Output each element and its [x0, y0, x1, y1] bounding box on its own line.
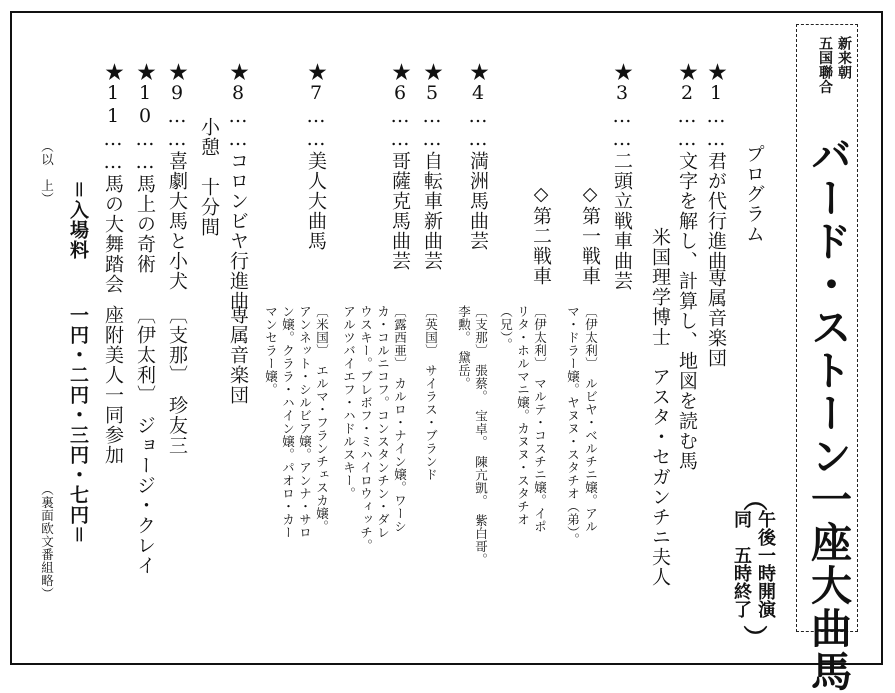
- performer-line: 〔支那〕 張蔡。 宝卓。 陳亢凱。 紫白哥。: [473, 305, 489, 566]
- program-item-10-note: 〔伊太利〕 ジョージ・クレイ: [134, 305, 156, 576]
- program-item-7: ★7……美人大曲馬: [305, 62, 327, 251]
- performer-line: ン嬢。クララ・ハイン嬢。パオロ・カー: [280, 305, 296, 539]
- page-title: バード・ストーン一座大曲馬: [804, 134, 852, 693]
- footer-note: （裏面欧文番組略）: [39, 483, 55, 600]
- program-item-2-note: 米国理学博士 アスタ・セガンチニ夫人: [649, 227, 671, 587]
- program-item-6: ★6……哥薩克馬曲芸: [389, 62, 411, 271]
- program-item-11-note: 座附美人一同参加: [102, 305, 124, 465]
- end-mark: （以 上）: [39, 140, 55, 205]
- program-item-5: ★5……自転車新曲芸: [421, 62, 443, 271]
- program-item-10: ★10……馬上の奇術: [134, 62, 156, 274]
- title-label-right: 新来朝: [836, 36, 852, 80]
- program-item-1: ★1……君が代行進曲: [705, 62, 727, 271]
- performer-line: 〔伊太利〕 マルテ・コスチニ嬢。イポ: [532, 305, 548, 533]
- program-item-3-sub2: ◇第二戦車: [530, 183, 552, 286]
- schedule-open-time: 午後一時開演: [755, 510, 776, 618]
- title-label-left: 五国聯合: [817, 36, 833, 94]
- schedule-paren-open: （: [739, 487, 768, 511]
- program-item-3-sub1: ◇第一戦車: [579, 183, 601, 286]
- performer-line: カ・コルニコフ。コンスタンチン・ダレ: [375, 305, 391, 539]
- intermission: 小憩 十分間: [198, 117, 220, 237]
- performer-line: 〔米国〕 エルマ・フランチェスカ嬢。: [314, 305, 330, 533]
- program-heading: プログラム: [743, 144, 765, 244]
- schedule-paren-close: ）: [739, 625, 768, 649]
- program-item-8: ★8……コロンビヤ行進曲: [227, 62, 249, 311]
- program-item-1-note: 専属音楽団: [705, 268, 727, 368]
- performer-line: （兄）。: [498, 305, 514, 351]
- program-item-11: ★11……馬の大舞踏会: [102, 62, 124, 294]
- admission-label: ＝入場料: [67, 180, 89, 260]
- performer-line: 〔英国〕 サイラス・ブランド: [423, 305, 439, 481]
- program-item-2: ★2……文字を解し、計算し、地図を読む馬: [676, 62, 698, 471]
- performer-line: マンセラー嬢。: [263, 305, 279, 396]
- admission-prices: 一円・二円・三円・七円＝: [67, 305, 89, 545]
- performer-line: ウスキー。ブレボフ・ミハイロウィッチ。: [358, 305, 374, 552]
- program-item-4: ★4……満洲馬曲芸: [467, 62, 489, 251]
- performer-line: マ・ドラー嬢。ヤヌヌ・スタチオ（弟）。: [565, 305, 581, 546]
- performer-line: アルツバイエフ・ハドルスキー。: [341, 305, 357, 500]
- performer-line: 〔露西亜〕 カルロ・ナイン嬢。ワーシ: [392, 305, 408, 533]
- schedule-close-time: 同 五時終了: [731, 510, 752, 618]
- performer-line: リタ・ホルマニ嬢。カヌヌ・スタチオ: [515, 305, 531, 526]
- program-item-8-note: 専属音楽団: [227, 305, 249, 405]
- program-item-3: ★3……二頭立戦車曲芸: [611, 62, 633, 291]
- performer-line: アンネット・シルビア嬢。アンナ・サロ: [297, 305, 313, 539]
- performer-line: 〔伊太利〕 ルビヤ・ベルチニ嬢。アル: [583, 305, 599, 533]
- program-item-9: ★9……喜劇大馬と小犬: [166, 62, 188, 291]
- performer-line: 李勲。 黛岳。: [456, 305, 472, 390]
- program-item-9-note: 〔支那〕 珍友三: [166, 305, 188, 456]
